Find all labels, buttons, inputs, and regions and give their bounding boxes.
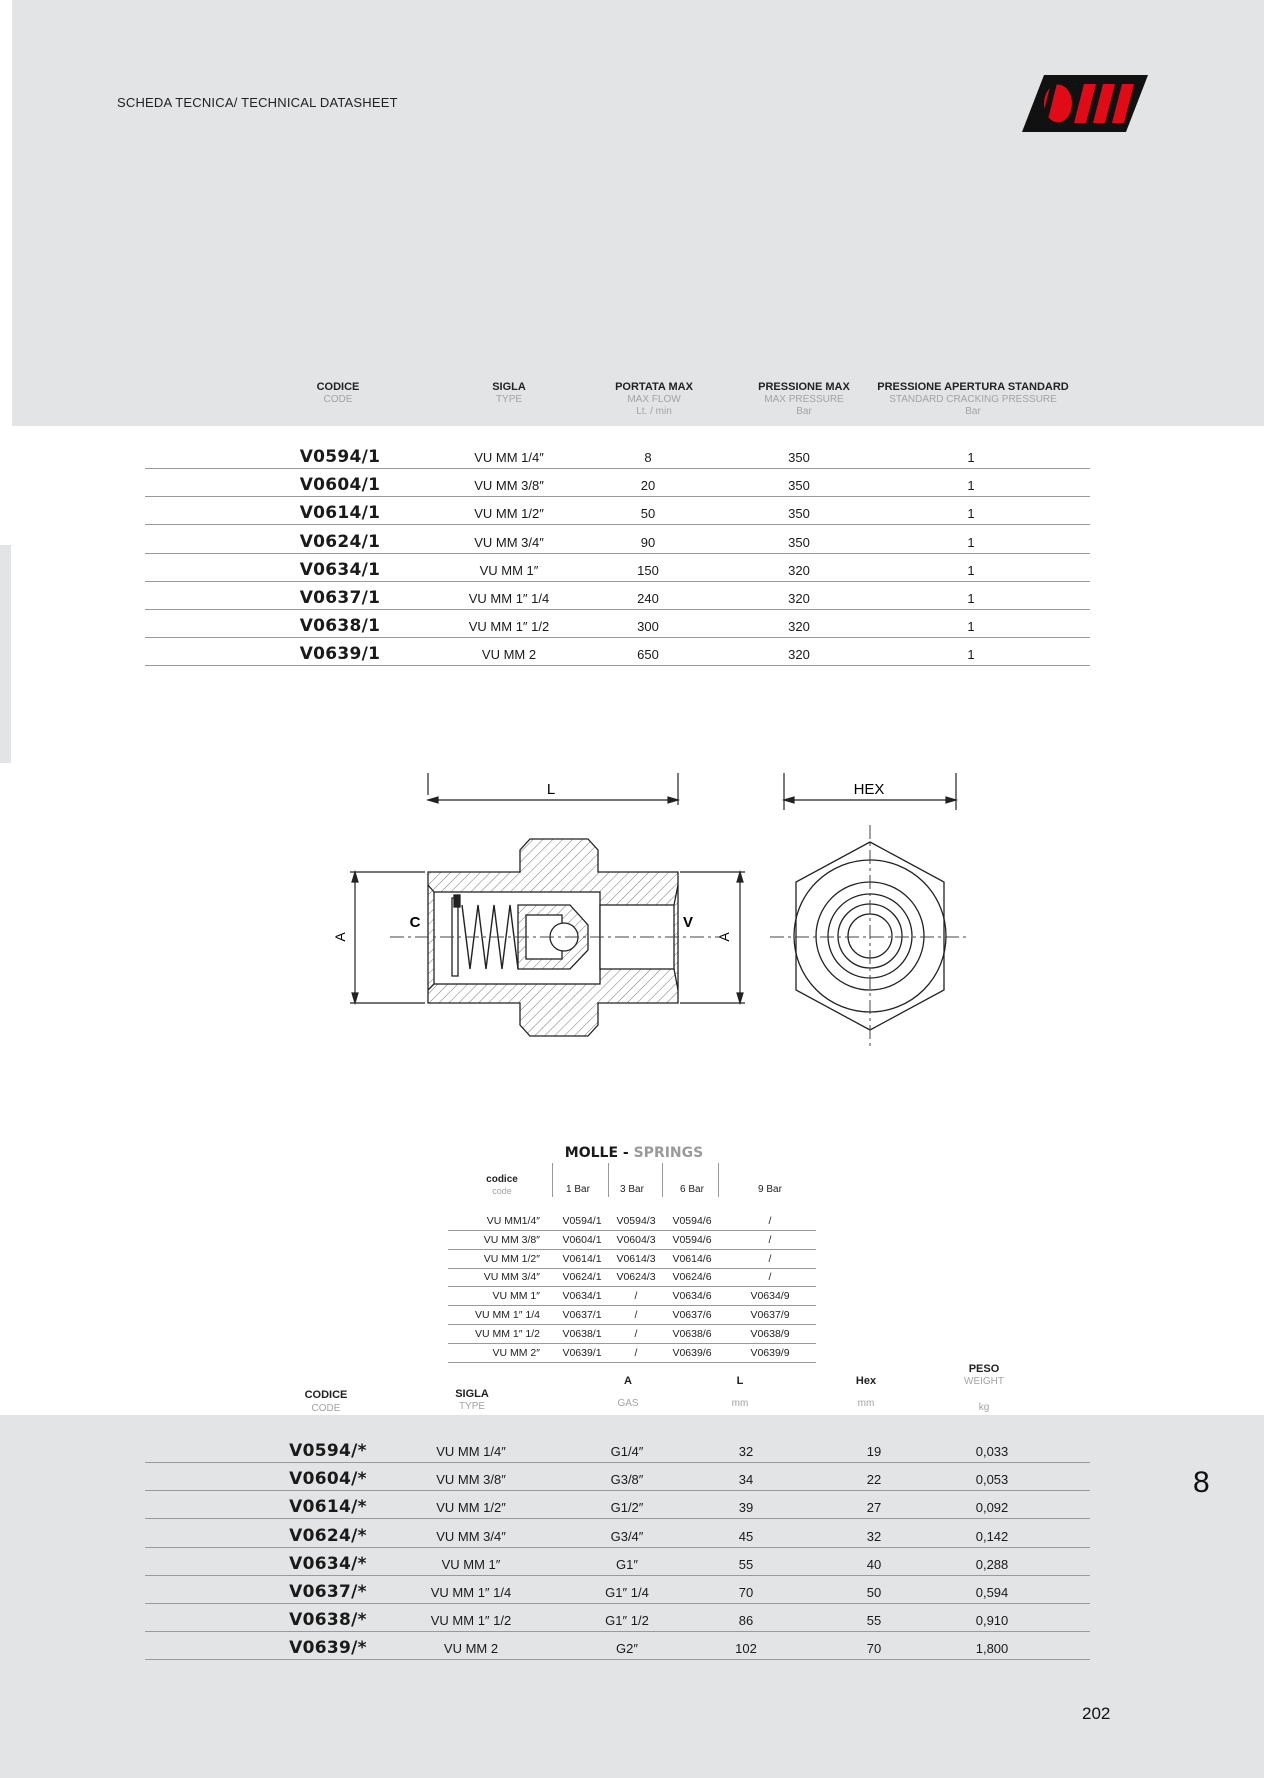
product-code: V0594/1 (299, 447, 381, 467)
dimension-l-label: L (546, 781, 556, 798)
product-code: V0634/* (289, 1553, 367, 1574)
column-header: PRESSIONE APERTURA STANDARD (877, 381, 1069, 393)
valve-technical-drawing (330, 765, 990, 1065)
row-divider (145, 1547, 1090, 1548)
row-divider (145, 1490, 1090, 1491)
spring-code-6bar: V0594/6 (672, 1233, 712, 1246)
spring-code-3bar: V0624/3 (616, 1271, 656, 1284)
spring-type: VU MM 3/8″ (483, 1233, 540, 1246)
table-cell: 0,594 (975, 1585, 1009, 1600)
table-cell: VU MM 1″ (479, 562, 539, 578)
table-cell: 150 (637, 562, 659, 578)
spring-code-3bar: V0604/3 (616, 1233, 656, 1246)
spring-code-9bar: / (768, 1271, 772, 1284)
table-cell: 1 (967, 506, 975, 522)
column-header: Hex (855, 1375, 877, 1387)
row-divider (448, 1362, 816, 1363)
column-header: SIGLA (455, 1388, 489, 1400)
row-divider (448, 1286, 816, 1287)
row-divider (448, 1230, 816, 1231)
table-cell: VU MM 2 (481, 647, 537, 663)
table-cell: 240 (637, 591, 659, 606)
column-subheader: CODE (323, 394, 353, 405)
product-code: V0639/1 (299, 644, 381, 665)
column-subheader: WEIGHT (964, 1376, 1004, 1387)
table-cell: 1,800 (975, 1641, 1009, 1657)
spring-code-9bar: / (768, 1215, 772, 1227)
spring-code-1bar: V0638/1 (562, 1327, 602, 1340)
table-cell: 320 (788, 619, 810, 635)
row-divider (145, 496, 1090, 497)
product-code: V0594/* (289, 1441, 367, 1461)
table-cell: VU MM 2 (443, 1641, 499, 1657)
column-subheader: TYPE (458, 1401, 486, 1412)
product-code: V0637/* (289, 1582, 367, 1602)
spring-code-9bar: / (768, 1233, 772, 1246)
column-header: A (624, 1375, 632, 1387)
product-code: V0604/* (289, 1469, 367, 1490)
spring-code-9bar: / (768, 1252, 772, 1265)
row-divider (145, 665, 1090, 666)
product-code: V0624/* (289, 1525, 367, 1546)
table-cell: 40 (866, 1556, 882, 1572)
spring-type: VU MM 3/4″ (483, 1271, 540, 1284)
table-cell: 86 (738, 1613, 754, 1629)
row-divider (145, 609, 1090, 610)
table-cell: 32 (866, 1528, 882, 1544)
column-subheader: mm (857, 1398, 875, 1409)
table-cell: 1 (967, 562, 975, 578)
table-cell: 102 (735, 1641, 757, 1657)
springs-divider (662, 1163, 663, 1197)
row-divider (448, 1343, 816, 1344)
row-divider (145, 581, 1090, 582)
product-code: V0638/* (289, 1610, 367, 1631)
row-divider (145, 468, 1090, 469)
product-code: V0637/1 (299, 588, 381, 608)
spring-type: VU MM1/4″ (486, 1215, 540, 1227)
spring-type: VU MM 2″ (492, 1346, 540, 1359)
spring-code-6bar: V0639/6 (672, 1346, 712, 1359)
row-divider (145, 553, 1090, 554)
spring-code-9bar: V0638/9 (750, 1327, 790, 1340)
spring-code-1bar: V0634/1 (562, 1290, 602, 1303)
table-cell: G1″ (616, 1556, 638, 1572)
row-divider (145, 1518, 1090, 1519)
table-cell: 70 (738, 1585, 754, 1600)
column-unit: Bar (796, 406, 812, 417)
table-cell: 1 (967, 450, 975, 465)
page-title: SCHEDA TECNICA/ TECHNICAL DATASHEET (117, 95, 398, 110)
column-subheader: STANDARD CRACKING PRESSURE (889, 394, 1057, 405)
table-cell: 1 (967, 647, 975, 663)
table-cell: 1 (967, 534, 975, 550)
spring-type: VU MM 1″ 1/2 (475, 1327, 540, 1340)
springs-column-header: 3 Bar (620, 1184, 644, 1195)
column-unit: Lt. / min (636, 406, 672, 417)
column-header: L (736, 1375, 744, 1387)
table-cell: 350 (788, 478, 810, 494)
springs-column-header: 1 Bar (566, 1184, 590, 1195)
spring-code-3bar: / (634, 1327, 638, 1340)
table-cell: 70 (866, 1641, 882, 1657)
table-cell: 27 (866, 1500, 882, 1516)
spring-code-9bar: V0634/9 (750, 1290, 790, 1303)
spring-type: VU MM 1″ (492, 1290, 540, 1303)
table-cell: VU MM 3/4″ (436, 1528, 506, 1544)
table-cell: VU MM 1/4″ (474, 450, 544, 465)
table-cell: VU MM 1″ (441, 1556, 501, 1572)
spring-code-9bar: V0639/9 (750, 1346, 790, 1359)
table-cell: 50 (640, 506, 656, 522)
table-cell: 8 (644, 450, 652, 465)
spring-code-6bar: V0638/6 (672, 1327, 712, 1340)
brand-logo (1022, 75, 1148, 132)
table-cell: G3/8″ (610, 1472, 644, 1488)
row-divider (145, 1631, 1090, 1632)
product-code: V0634/1 (299, 559, 381, 580)
column-subheader: CODE (311, 1403, 341, 1414)
spring-code-6bar: V0614/6 (672, 1252, 712, 1265)
port-v-label: V (682, 914, 694, 931)
product-code: V0624/1 (299, 531, 381, 552)
table-cell: G1″ 1/2 (605, 1613, 649, 1629)
column-header: CODICE (316, 381, 360, 393)
table-cell: 320 (788, 647, 810, 663)
spring-code-1bar: V0604/1 (562, 1233, 602, 1246)
product-code: V0639/* (289, 1638, 367, 1659)
table-cell: VU MM 1/2″ (436, 1500, 506, 1516)
row-divider (448, 1268, 816, 1269)
table-cell: 55 (866, 1613, 882, 1629)
table-cell: 350 (788, 450, 810, 465)
table-cell: VU MM 1″ 1/4 (430, 1585, 512, 1600)
row-divider (145, 524, 1090, 525)
product-code: V0604/1 (299, 475, 381, 496)
table-cell: VU MM 3/8″ (474, 478, 544, 494)
row-divider (145, 1659, 1090, 1660)
spring-code-3bar: / (634, 1290, 638, 1303)
column-header: PORTATA MAX (615, 381, 693, 393)
spring-code-1bar: V0614/1 (562, 1252, 602, 1265)
springs-code-subheader: code (492, 1186, 512, 1196)
spring-code-9bar: V0637/9 (750, 1309, 790, 1321)
table-cell: 0,053 (975, 1472, 1009, 1488)
table-cell: 0,092 (975, 1500, 1009, 1516)
row-divider (448, 1324, 816, 1325)
column-header: PRESSIONE MAX (758, 381, 850, 393)
table-cell: 650 (637, 647, 659, 663)
dimension-a-right-label: A (716, 932, 732, 942)
spring-code-1bar: V0594/1 (562, 1215, 602, 1227)
spring-code-1bar: V0639/1 (562, 1346, 602, 1359)
row-divider (145, 1575, 1090, 1576)
springs-code-header: codice (486, 1174, 518, 1185)
row-divider (145, 1462, 1090, 1463)
table-cell: 39 (738, 1500, 754, 1516)
table-cell: VU MM 1/2″ (474, 506, 544, 522)
springs-divider (552, 1163, 553, 1197)
table-cell: 350 (788, 506, 810, 522)
row-divider (448, 1305, 816, 1306)
table-cell: 0,288 (975, 1556, 1009, 1572)
column-subheader: MAX FLOW (627, 394, 681, 405)
spring-code-1bar: V0637/1 (562, 1309, 602, 1321)
table-cell: 19 (866, 1444, 882, 1459)
column-unit: Bar (965, 406, 981, 417)
springs-column-header: 6 Bar (680, 1184, 704, 1195)
table-cell: 45 (738, 1528, 754, 1544)
table-cell: G1/2″ (610, 1500, 644, 1516)
spring-code-3bar: / (634, 1346, 638, 1359)
spring-type: VU MM 1/2″ (483, 1252, 540, 1265)
table-cell: 1 (967, 619, 975, 635)
table-cell: 320 (788, 562, 810, 578)
spring-code-6bar: V0624/6 (672, 1271, 712, 1284)
table-cell: 20 (640, 478, 656, 494)
table-cell: G1/4″ (610, 1444, 644, 1459)
spring-type: VU MM 1″ 1/4 (475, 1309, 540, 1321)
table-cell: 32 (738, 1444, 754, 1459)
spring-code-6bar: V0634/6 (672, 1290, 712, 1303)
dimension-a-left-label: A (332, 932, 348, 942)
column-unit: kg (978, 1402, 990, 1413)
table-cell: 0,910 (975, 1613, 1009, 1629)
row-divider (145, 637, 1090, 638)
table-cell: 22 (866, 1472, 882, 1488)
springs-title: MOLLE - SPRINGS (564, 1145, 704, 1161)
row-divider (448, 1249, 816, 1250)
dimension-hex-label: HEX (853, 781, 885, 798)
table-cell: VU MM 1″ 1/4 (468, 591, 550, 606)
product-code: V0614/* (289, 1497, 367, 1518)
table-cell: VU MM 1″ 1/2 (430, 1613, 512, 1629)
column-subheader: GAS (617, 1398, 639, 1409)
row-divider (145, 1603, 1090, 1604)
table-cell: 0,142 (975, 1528, 1009, 1544)
spring-code-3bar: V0594/3 (616, 1215, 656, 1227)
table-cell: 320 (788, 591, 810, 606)
table-cell: G1″ 1/4 (605, 1585, 649, 1600)
spring-code-1bar: V0624/1 (562, 1271, 602, 1284)
column-subheader: MAX PRESSURE (764, 394, 844, 405)
table-cell: 90 (640, 534, 656, 550)
table-cell: VU MM 1″ 1/2 (468, 619, 550, 635)
springs-column-header: 9 Bar (758, 1184, 782, 1195)
table-cell: 0,033 (975, 1444, 1009, 1459)
table-cell: 1 (967, 478, 975, 494)
page-number: 202 (1082, 1704, 1111, 1723)
table-cell: VU MM 1/4″ (436, 1444, 506, 1459)
table-cell: G3/4″ (610, 1528, 644, 1544)
table-cell: G2″ (616, 1641, 638, 1657)
table-cell: 300 (637, 619, 659, 635)
spring-code-3bar: V0614/3 (616, 1252, 656, 1265)
product-code: V0638/1 (299, 616, 381, 637)
spring-code-3bar: / (634, 1309, 638, 1321)
side-tab (0, 545, 11, 763)
product-code: V0614/1 (299, 503, 381, 524)
spring-code-6bar: V0594/6 (672, 1215, 712, 1227)
header-band (12, 0, 1264, 426)
column-header: PESO (968, 1363, 1000, 1375)
table-cell: 34 (738, 1472, 754, 1488)
table-cell: 55 (738, 1556, 754, 1572)
column-subheader: mm (731, 1398, 749, 1409)
table-cell: 350 (788, 534, 810, 550)
port-c-label: C (409, 914, 421, 931)
table-cell: VU MM 3/4″ (474, 534, 544, 550)
section-number: 8 (1193, 1466, 1210, 1499)
column-header: SIGLA (492, 381, 526, 393)
column-header: CODICE (304, 1389, 348, 1401)
column-subheader: TYPE (495, 394, 523, 405)
springs-divider (608, 1163, 609, 1197)
table-cell: 50 (866, 1585, 882, 1600)
table-cell: VU MM 3/8″ (436, 1472, 506, 1488)
springs-divider (718, 1163, 719, 1197)
table-cell: 1 (967, 591, 975, 606)
spring-code-6bar: V0637/6 (672, 1309, 712, 1321)
